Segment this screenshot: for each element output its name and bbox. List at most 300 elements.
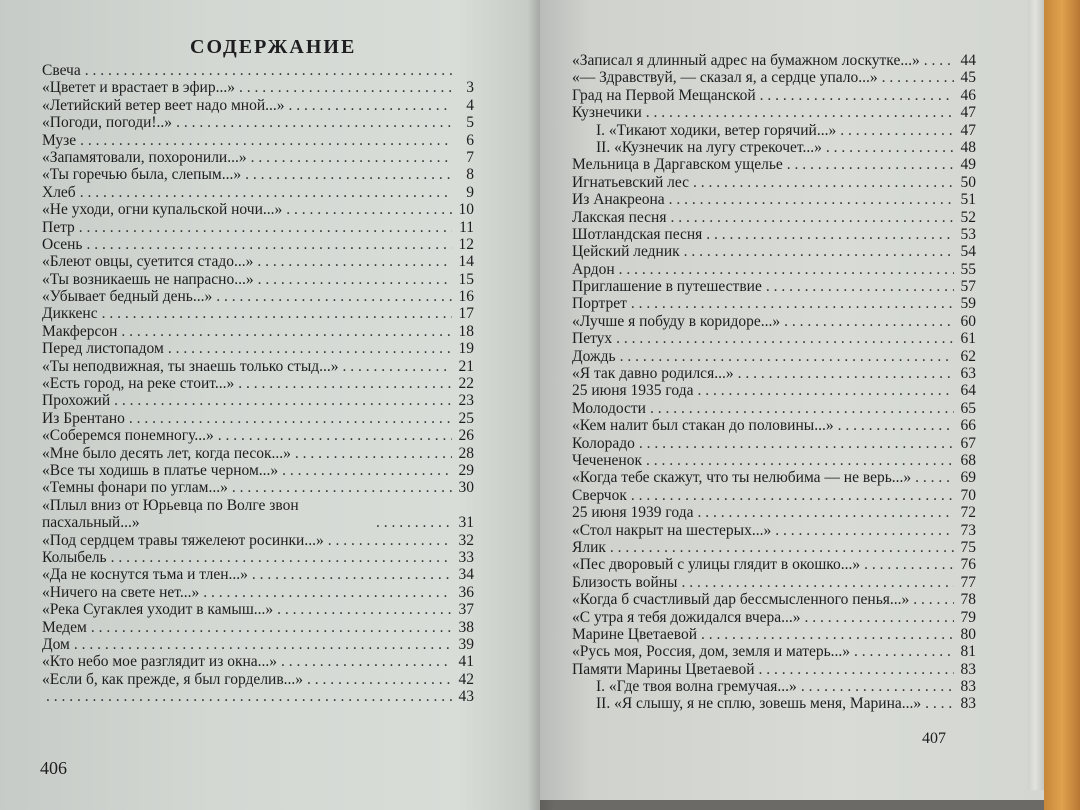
toc-entry	[572, 435, 976, 452]
toc-entry-title: «Я так давно родился...»	[572, 365, 734, 383]
toc-entry	[42, 410, 474, 427]
toc-entry	[572, 487, 976, 504]
toc-entry-title: «Ты возникаешь не напрасно...»	[42, 270, 254, 288]
toc-entry-title: «Темны фонари по углам...»	[42, 479, 228, 497]
toc-entry-title: Осень	[42, 235, 83, 253]
dot-leader	[238, 375, 452, 392]
toc-entry-title: Макферсон	[42, 322, 118, 340]
toc-entry-page: 37	[458, 601, 474, 619]
toc-entry-page: 39	[458, 635, 474, 653]
dot-leader	[203, 584, 452, 601]
toc-entry-title: Приглашение в путешествие	[572, 278, 762, 296]
toc-entry	[572, 400, 976, 417]
toc-entry-page: 46	[960, 86, 976, 104]
toc-entry-title: «Соберемся понемногу...»	[42, 427, 214, 445]
toc-entry	[572, 191, 976, 208]
dot-leader	[232, 479, 452, 496]
dot-leader	[646, 452, 954, 469]
dot-leader	[684, 243, 954, 260]
dot-leader	[176, 114, 452, 131]
toc-entry-page: 50	[960, 173, 976, 191]
dot-leader	[111, 549, 452, 566]
toc-entry-title: Колыбель	[42, 548, 107, 566]
toc-entry	[42, 236, 474, 253]
dot-leader	[80, 132, 452, 149]
dot-leader	[216, 288, 452, 305]
dot-leader	[102, 305, 452, 322]
toc-entry	[42, 79, 474, 96]
toc-entry-title: I. «Где твоя волна гремучая...»	[596, 678, 797, 696]
dot-leader	[784, 313, 954, 330]
dot-leader	[87, 236, 452, 253]
dot-leader	[168, 340, 452, 357]
toc-entry-title: Лакская песня	[572, 208, 667, 226]
toc-entry	[572, 539, 976, 556]
toc-entry-title: «Ничего на свете нет...»	[42, 583, 200, 601]
toc-entry-title: Колорадо	[572, 434, 635, 452]
toc-entry-title: Перед листопадом	[42, 340, 164, 358]
dot-leader	[376, 514, 452, 531]
toc-entry-title: «Погоди, погоди!..»	[42, 114, 173, 132]
toc-entry-title: «Запамятовали, похоронили...»	[42, 148, 247, 166]
dot-leader	[882, 69, 954, 86]
toc-entry-page: 60	[960, 312, 976, 330]
toc-entry-title: Медем	[42, 618, 87, 636]
toc-entry	[42, 479, 474, 496]
toc-entry-title: «Кто небо мое разглядит из окна...»	[42, 653, 278, 671]
dot-leader	[620, 348, 954, 365]
toc-entry	[42, 619, 474, 636]
toc-entry-page: 83	[960, 695, 976, 713]
dot-leader	[913, 591, 954, 608]
toc-entry	[572, 626, 976, 643]
toc-entry-page: 69	[960, 469, 976, 487]
toc-entry-page: 43	[458, 688, 474, 706]
toc-entry	[42, 166, 474, 183]
toc-entry	[572, 156, 976, 173]
toc-entry-title: Цейский ледник	[572, 243, 680, 261]
toc-entry-page: 53	[960, 225, 976, 243]
toc-entry-title: Памяти Марины Цветаевой	[572, 660, 755, 678]
toc-entry-page: 61	[960, 330, 976, 348]
toc-entry	[572, 104, 976, 121]
toc-entry-page: 3	[466, 79, 474, 97]
toc-entry-page: 8	[466, 166, 474, 184]
toc-entry-page: 59	[960, 295, 976, 313]
toc-entry-page: 26	[458, 427, 474, 445]
toc-entry-title: 25 июня 1935 года	[572, 382, 694, 400]
dot-leader	[650, 400, 954, 417]
toc-entry-title: Град на Первой Мещанской	[572, 86, 756, 104]
toc-entry-title: «Плыл вниз от Юрьевца по Волге звон пасхальный...»	[42, 496, 299, 532]
dot-leader	[670, 209, 954, 226]
toc-entry-title: Чечененок	[572, 451, 642, 469]
dot-leader	[281, 653, 452, 670]
toc-entry	[572, 417, 976, 434]
dot-leader	[706, 226, 954, 243]
page-number-right: 407	[922, 730, 946, 747]
dot-leader	[631, 295, 954, 312]
toc-entry-page: 22	[458, 375, 474, 393]
toc-entry-page: 12	[458, 235, 474, 253]
toc-entry-page: 9	[466, 183, 474, 201]
toc-entry	[42, 636, 474, 653]
toc-entry-page: 5	[466, 114, 474, 132]
toc-entry-page: 68	[960, 451, 976, 469]
toc-entry	[42, 392, 474, 409]
toc-entry-title: Ардон	[572, 260, 615, 278]
toc-entry-title: Дом	[42, 635, 70, 653]
dot-leader	[114, 392, 452, 409]
dot-leader	[79, 219, 452, 236]
dot-leader	[328, 532, 452, 549]
toc-entry-title: «Когда б счастливый дар бессмысленного пенья...»	[572, 591, 910, 609]
toc-entry-page: 55	[960, 260, 976, 278]
toc-entry	[572, 591, 976, 608]
dot-leader	[864, 556, 954, 573]
toc-entry-title: «Река Сугаклея уходит в камыш...»	[42, 601, 274, 619]
toc-entry-page: 14	[458, 253, 474, 271]
toc-entry-title: «Цветет и врастает в эфир...»	[42, 79, 235, 97]
toc-entry	[572, 87, 976, 104]
dot-leader	[610, 539, 954, 556]
dot-leader	[924, 52, 954, 69]
contents-title: СОДЕРЖАНИЕ	[190, 36, 357, 58]
toc-entry-page: 73	[960, 521, 976, 539]
toc-entry	[572, 278, 976, 295]
toc-entry	[572, 139, 976, 156]
toc-entry-page: 36	[458, 583, 474, 601]
toc-entry-title: II. «Я слышу, я не сплю, зовешь меня, Марина...»	[596, 695, 922, 713]
toc-entry-title: Петр	[42, 218, 75, 236]
dot-leader	[129, 410, 452, 427]
dot-leader	[91, 619, 452, 636]
toc-entry-title: Близость войны	[572, 573, 678, 591]
toc-entry-page: 21	[458, 357, 474, 375]
toc-entry-page: 49	[960, 156, 976, 174]
dot-leader	[46, 688, 452, 705]
toc-entry	[572, 609, 976, 626]
toc-entry-page: 81	[960, 643, 976, 661]
toc-entry-title: II. «Кузнечик на лугу стрекочет...»	[596, 138, 822, 156]
toc-entry	[42, 184, 474, 201]
toc-entry-title: «Не уходи, огни купальской ночи...»	[42, 201, 283, 219]
toc-entry-title: Кузнечики	[572, 104, 642, 122]
dot-leader	[289, 97, 452, 114]
toc-entry-page: 66	[960, 417, 976, 435]
toc-entry-page: 48	[960, 138, 976, 156]
toc-entry-title: Музе	[42, 131, 77, 149]
dot-leader	[697, 382, 954, 399]
toc-entry	[42, 288, 474, 305]
toc-entry	[42, 445, 474, 462]
toc-entry	[572, 382, 976, 399]
dot-leader	[738, 365, 954, 382]
dot-leader	[669, 191, 954, 208]
toc-entry-page: 28	[458, 444, 474, 462]
toc-entry-page: 51	[960, 191, 976, 209]
dot-leader	[286, 201, 452, 218]
toc-entry-page: 29	[458, 461, 474, 479]
toc-entry	[42, 584, 474, 601]
dot-leader	[80, 184, 452, 201]
toc-entry	[42, 149, 474, 166]
dot-leader	[74, 636, 452, 653]
dot-leader	[245, 166, 452, 183]
toc-entry-page: 31	[458, 514, 474, 532]
toc-entry	[42, 271, 474, 288]
dot-leader	[915, 469, 954, 486]
dot-leader	[925, 695, 954, 712]
toc-entry-page: 80	[960, 625, 976, 643]
toc-entry	[42, 323, 474, 340]
toc-list-right	[572, 52, 976, 713]
toc-entry-title: «Ты горечью была, слепым...»	[42, 166, 242, 184]
toc-entry	[42, 688, 474, 705]
toc-entry-title: 25 июня 1939 года	[572, 504, 694, 522]
toc-entry	[42, 305, 474, 322]
toc-entry	[42, 97, 474, 114]
toc-entry-page: 15	[458, 270, 474, 288]
dot-leader	[697, 504, 954, 521]
toc-entry-page: 54	[960, 243, 976, 261]
toc-entry-title: Прохожий	[42, 392, 111, 410]
toc-entry-title: Свеча	[42, 62, 81, 79]
toc-entry-page: 10	[458, 201, 474, 219]
toc-entry	[42, 62, 474, 79]
toc-entry-title: Марине Цветаевой	[572, 625, 698, 643]
toc-entry	[572, 643, 976, 660]
dot-leader	[619, 261, 954, 278]
toc-entry-page: 67	[960, 434, 976, 452]
toc-entry	[572, 174, 976, 191]
dot-leader	[251, 149, 452, 166]
dot-leader	[801, 678, 954, 695]
toc-entry-page: 38	[458, 618, 474, 636]
toc-entry	[42, 114, 474, 131]
toc-entry-title: Из Брентано	[42, 409, 125, 427]
toc-entry	[572, 330, 976, 347]
toc-entry	[42, 549, 474, 566]
toc-entry-title: «Мне было десять лет, когда песок...»	[42, 444, 291, 462]
dot-leader	[646, 104, 954, 121]
toc-entry-title: «Если б, как прежде, я был горделив...»	[42, 670, 304, 688]
toc-entry-page: 78	[960, 591, 976, 609]
dot-leader	[258, 271, 452, 288]
toc-entry	[42, 132, 474, 149]
toc-entry	[572, 348, 976, 365]
toc-entry-title: «Есть город, на реке стоит...»	[42, 375, 235, 393]
dot-leader	[840, 122, 954, 139]
dot-leader	[760, 87, 954, 104]
dot-leader	[775, 522, 954, 539]
toc-entry-page: 11	[459, 218, 474, 236]
toc-entry-title: «Записал я длинный адрес на бумажном лоскутке...»	[572, 52, 920, 69]
toc-entry	[572, 209, 976, 226]
toc-entry-title: Мельница в Даргавском ущелье	[572, 156, 783, 174]
dot-leader	[639, 435, 954, 452]
toc-entry-title: «Русь моя, Россия, дом, земля и матерь...»	[572, 643, 851, 661]
toc-entry-page: 18	[458, 322, 474, 340]
toc-entry	[572, 695, 976, 712]
toc-entry	[572, 504, 976, 521]
toc-entry-page	[456, 62, 474, 79]
toc-entry-page: 4	[466, 96, 474, 114]
toc-entry	[572, 261, 976, 278]
toc-entry-title: Сверчок	[572, 486, 627, 504]
toc-entry-title: I. «Тикают ходики, ветер горячий...»	[596, 121, 837, 139]
toc-entry-page: 63	[960, 365, 976, 383]
toc-entry	[572, 522, 976, 539]
page-number-left: 406	[40, 758, 67, 778]
dot-leader	[218, 427, 452, 444]
toc-entry	[572, 574, 976, 591]
toc-entry-title: «Когда тебе скажут, что ты нелюбима — не верь...»	[572, 469, 912, 487]
dot-leader	[257, 253, 452, 270]
toc-entry-title: «Стол накрыт на шестерых...»	[572, 521, 772, 539]
dot-leader	[681, 574, 954, 591]
toc-entry-page: 16	[458, 288, 474, 306]
toc-entry-title: Диккенс	[42, 305, 98, 323]
dot-leader	[239, 79, 452, 96]
toc-entry-title: «Да не коснутся тьма и тлен...»	[42, 566, 248, 584]
toc-entry-title: «Все ты ходишь в платье черном...»	[42, 461, 279, 479]
toc-entry	[42, 201, 474, 218]
toc-entry	[572, 226, 976, 243]
dot-leader	[121, 323, 452, 340]
toc-entry-page: 34	[458, 566, 474, 584]
dot-leader	[838, 417, 954, 434]
toc-entry	[42, 375, 474, 392]
toc-entry	[572, 452, 976, 469]
toc-entry	[42, 427, 474, 444]
dot-leader	[766, 278, 954, 295]
toc-entry-page: 72	[960, 504, 976, 522]
toc-entry-page: 79	[960, 608, 976, 626]
dot-leader	[307, 671, 452, 688]
toc-entry-page: 76	[960, 556, 976, 574]
toc-entry	[572, 69, 976, 86]
toc-entry-page: 75	[960, 538, 976, 556]
dot-leader	[282, 462, 452, 479]
toc-entry	[42, 219, 474, 236]
toc-entry	[42, 601, 474, 618]
dot-leader	[85, 62, 452, 79]
toc-entry-title: Петух	[572, 330, 613, 348]
toc-entry	[42, 532, 474, 549]
toc-entry-page: 33	[458, 548, 474, 566]
toc-entry-title: «— Здравствуй, — сказал я, а сердце упало...»	[572, 69, 878, 87]
toc-entry	[42, 358, 474, 375]
toc-entry	[42, 462, 474, 479]
toc-entry	[42, 671, 474, 688]
toc-entry-page: 25	[458, 409, 474, 427]
toc-entry	[42, 253, 474, 270]
toc-entry-page: 41	[458, 653, 474, 671]
toc-entry-title: «Убывает бедный день...»	[42, 288, 213, 306]
toc-entry-title: Шотландская песня	[572, 225, 703, 243]
toc-entry	[572, 556, 976, 573]
toc-entry	[42, 497, 474, 532]
dot-leader	[616, 330, 954, 347]
dot-leader	[252, 566, 452, 583]
toc-entry	[572, 661, 976, 678]
toc-entry-title: Из Анакреона	[572, 191, 665, 209]
toc-entry-page: 42	[458, 670, 474, 688]
toc-entry-title: «Под сердцем травы тяжелеют росинки...»	[42, 531, 324, 549]
toc-entry	[42, 566, 474, 583]
toc-entry-title: Хлеб	[42, 183, 76, 201]
toc-entry-title: Игнатьевский лес	[572, 173, 690, 191]
dot-leader	[826, 139, 954, 156]
dot-leader	[631, 487, 954, 504]
toc-entry	[572, 52, 976, 69]
toc-entry-title: «Кем налит был стакан до половины...»	[572, 417, 834, 435]
toc-entry-title: Молодости	[572, 399, 646, 417]
toc-entry-title: «Блеют овцы, суетится стадо...»	[42, 253, 254, 271]
toc-entry-page: 62	[960, 347, 976, 365]
toc-entry	[42, 653, 474, 670]
toc-entry-page: 45	[960, 69, 976, 87]
toc-list-left	[42, 62, 474, 705]
toc-entry	[42, 340, 474, 357]
toc-entry-page: 6	[466, 131, 474, 149]
toc-entry-title: Ялик	[572, 538, 606, 556]
toc-entry-page: 17	[458, 305, 474, 323]
toc-entry-page: 83	[960, 678, 976, 696]
dot-leader	[295, 445, 452, 462]
toc-entry-page: 23	[458, 392, 474, 410]
toc-entry-page: 19	[458, 340, 474, 358]
toc-entry-page: 44	[960, 52, 976, 69]
toc-entry-page: 47	[960, 121, 976, 139]
toc-entry-title: «С утра я тебя дожидался вчера...»	[572, 608, 801, 626]
toc-entry	[572, 313, 976, 330]
toc-entry-page: 77	[960, 573, 976, 591]
toc-entry-page: 65	[960, 399, 976, 417]
toc-entry-title: «Летийский ветер веет надо мной...»	[42, 96, 285, 114]
toc-entry-title: «Ты неподвижная, ты знаешь только стыд...»	[42, 357, 339, 375]
toc-entry	[572, 469, 976, 486]
toc-entry-title: Дождь	[572, 347, 616, 365]
toc-entry	[572, 365, 976, 382]
toc-entry-page: 83	[960, 660, 976, 678]
toc-entry	[572, 295, 976, 312]
toc-entry-page: 57	[960, 278, 976, 296]
toc-entry-page: 70	[960, 486, 976, 504]
toc-entry-page: 32	[458, 531, 474, 549]
toc-entry-title: «Пес дворовый с улицы глядит в окошко...»	[572, 556, 861, 574]
toc-entry	[572, 243, 976, 260]
dot-leader	[805, 609, 954, 626]
toc-entry	[572, 122, 976, 139]
toc-entry-page: 30	[458, 479, 474, 497]
dot-leader	[701, 626, 954, 643]
dot-leader	[787, 156, 954, 173]
dot-leader	[693, 174, 954, 191]
toc-entry-page: 47	[960, 104, 976, 122]
dot-leader	[759, 661, 954, 678]
toc-entry-page: 7	[466, 148, 474, 166]
toc-entry-title: «Лучше я побуду в коридоре...»	[572, 312, 781, 330]
toc-entry-page: 52	[960, 208, 976, 226]
dot-leader	[343, 358, 452, 375]
dot-leader	[277, 601, 452, 618]
toc-entry-page: 64	[960, 382, 976, 400]
toc-entry	[572, 678, 976, 695]
book-cover-edge	[1044, 0, 1080, 810]
toc-entry-title: Портрет	[572, 295, 627, 313]
